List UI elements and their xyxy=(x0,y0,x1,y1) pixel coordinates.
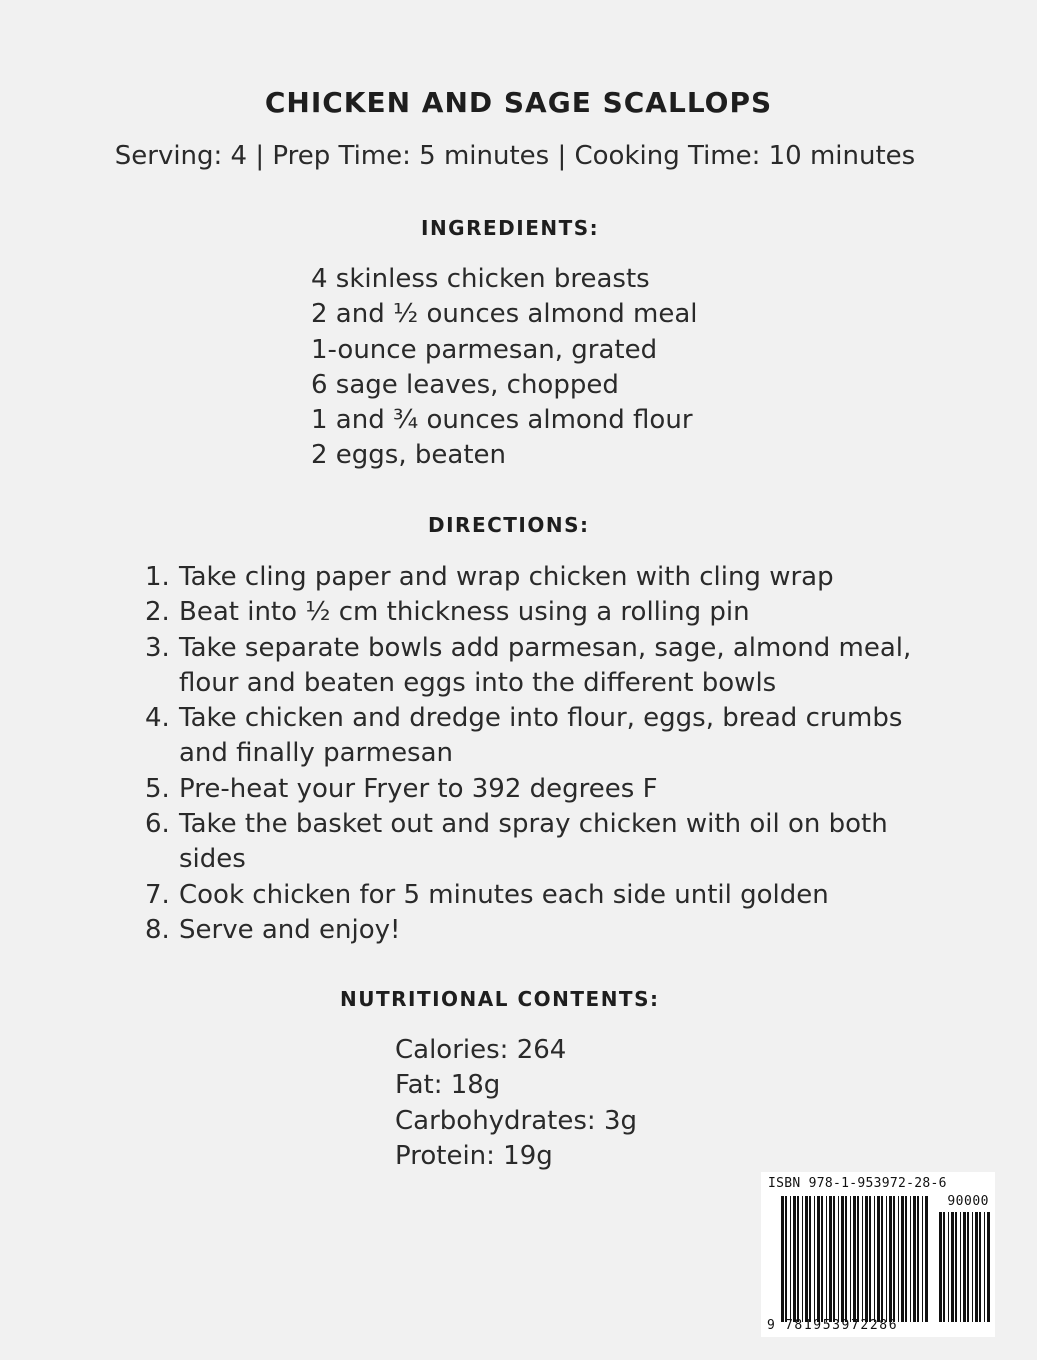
barcode-bar xyxy=(805,1196,808,1322)
direction-step xyxy=(145,878,945,913)
nutrition-item: Protein: 19g xyxy=(395,1140,553,1171)
step-text: Cook chicken for 5 minutes each side until golden xyxy=(179,879,829,910)
step-number: 3. xyxy=(145,632,170,663)
barcode-bar xyxy=(979,1212,981,1322)
ingredient-item: 6 sage leaves, chopped xyxy=(311,369,619,400)
barcode-bar xyxy=(922,1196,923,1322)
step-number: 7. xyxy=(145,879,170,910)
barcode-bar xyxy=(829,1196,832,1322)
barcode-bar xyxy=(877,1196,880,1322)
barcode-bar xyxy=(833,1196,835,1322)
ingredient-item: 1-ounce parmesan, grated xyxy=(311,334,658,365)
nutrition-heading: NUTRITIONAL CONTENTS: xyxy=(340,987,660,1011)
step-text: Serve and enjoy! xyxy=(179,914,401,945)
directions-heading: DIRECTIONS: xyxy=(428,513,590,537)
barcode-bar xyxy=(943,1212,945,1322)
barcode-bar xyxy=(817,1196,820,1322)
directions-list xyxy=(145,560,945,948)
isbn-text: ISBN 978-1-953972-28-6 xyxy=(768,1176,947,1191)
barcode-bar xyxy=(802,1196,803,1322)
direction-step xyxy=(145,913,945,948)
barcode-bar xyxy=(781,1196,784,1322)
recipe-meta: Serving: 4 | Prep Time: 5 minutes | Cooking Time: 10 minutes xyxy=(114,141,916,171)
barcode-bar xyxy=(814,1196,815,1322)
barcode-bar xyxy=(785,1196,787,1322)
barcode-bar xyxy=(857,1196,859,1322)
ingredient-item: 1 and ¾ ounces almond flour xyxy=(311,405,693,436)
barcode-bar xyxy=(809,1196,811,1322)
barcode-bar xyxy=(893,1196,895,1322)
direction-step xyxy=(145,772,945,807)
barcode-bar xyxy=(881,1196,883,1322)
barcode-bar xyxy=(841,1196,844,1322)
step-text: Pre-heat your Fryer to 392 degrees F xyxy=(179,773,658,804)
barcode-bar xyxy=(955,1212,957,1322)
direction-step xyxy=(145,631,945,702)
barcode-bar xyxy=(853,1196,856,1322)
barcode-bar xyxy=(821,1196,823,1322)
ingredients-list xyxy=(311,262,698,474)
barcode-bar xyxy=(951,1212,954,1322)
barcode-bar xyxy=(797,1196,799,1322)
direction-step xyxy=(145,560,945,595)
barcode-bar xyxy=(889,1196,892,1322)
barcode-bar xyxy=(948,1212,949,1322)
barcode-bar xyxy=(845,1196,847,1322)
barcode-bar xyxy=(967,1212,969,1322)
barcode-bar xyxy=(865,1196,868,1322)
barcode-bar xyxy=(793,1196,796,1322)
barcode-bar xyxy=(901,1196,904,1322)
barcode-bar xyxy=(960,1212,961,1322)
barcode-bar xyxy=(905,1196,907,1322)
step-number: 1. xyxy=(145,562,170,592)
direction-step xyxy=(145,595,945,630)
step-number: 8. xyxy=(145,914,170,945)
barcode-digits: 781953972286 xyxy=(785,1318,899,1333)
direction-step xyxy=(145,701,945,772)
barcode-bar xyxy=(963,1212,966,1322)
step-number: 5. xyxy=(145,773,170,804)
barcode-bar xyxy=(939,1212,942,1322)
isbn-barcode xyxy=(761,1172,995,1337)
barcode-bar xyxy=(790,1196,791,1322)
ingredient-item: 4 skinless chicken breasts xyxy=(311,264,650,294)
step-text: Take chicken and dredge into flour, eggs, bread crumbs and finally parmesan xyxy=(179,703,903,769)
barcode-bar xyxy=(913,1196,916,1322)
barcode-bar xyxy=(987,1212,990,1322)
direction-step xyxy=(145,807,945,878)
step-text: Take cling paper and wrap chicken with cling wrap xyxy=(179,562,834,592)
barcode-bar xyxy=(917,1196,919,1322)
barcode-bar xyxy=(862,1196,863,1322)
barcode-bar xyxy=(874,1196,875,1322)
ingredient-item: 2 and ½ ounces almond meal xyxy=(311,299,698,330)
barcode-bar xyxy=(850,1196,851,1322)
barcode-bar xyxy=(972,1212,973,1322)
barcode-bar xyxy=(898,1196,899,1322)
nutrition-item: Carbohydrates: 3g xyxy=(395,1105,637,1136)
barcode-bar xyxy=(869,1196,871,1322)
step-text: Take separate bowls add parmesan, sage, almond meal, flour and beaten eggs into the different bowls xyxy=(179,632,912,698)
price-code: 90000 xyxy=(947,1194,989,1209)
step-number: 2. xyxy=(145,597,170,628)
ingredients-heading: INGREDIENTS: xyxy=(421,216,600,240)
nutrition-list xyxy=(395,1033,637,1174)
step-number: 4. xyxy=(145,703,170,734)
nutrition-item: Fat: 18g xyxy=(395,1070,501,1101)
barcode-bar xyxy=(826,1196,827,1322)
nutrition-item: Calories: 264 xyxy=(395,1035,567,1065)
barcode-bar xyxy=(984,1212,985,1322)
step-text: Beat into ½ cm thickness using a rolling pin xyxy=(179,597,750,628)
step-number: 6. xyxy=(145,809,170,840)
barcode-bar xyxy=(838,1196,839,1322)
recipe-title: CHICKEN AND SAGE SCALLOPS xyxy=(264,86,773,119)
ingredient-item: 2 eggs, beaten xyxy=(311,440,506,471)
barcode-bar xyxy=(925,1196,928,1322)
step-text: Take the basket out and spray chicken with oil on both sides xyxy=(179,809,888,875)
barcode-first-digit: 9 xyxy=(767,1318,775,1333)
barcode-bar xyxy=(910,1196,911,1322)
barcode-bar xyxy=(975,1212,978,1322)
barcode-bar xyxy=(886,1196,887,1322)
